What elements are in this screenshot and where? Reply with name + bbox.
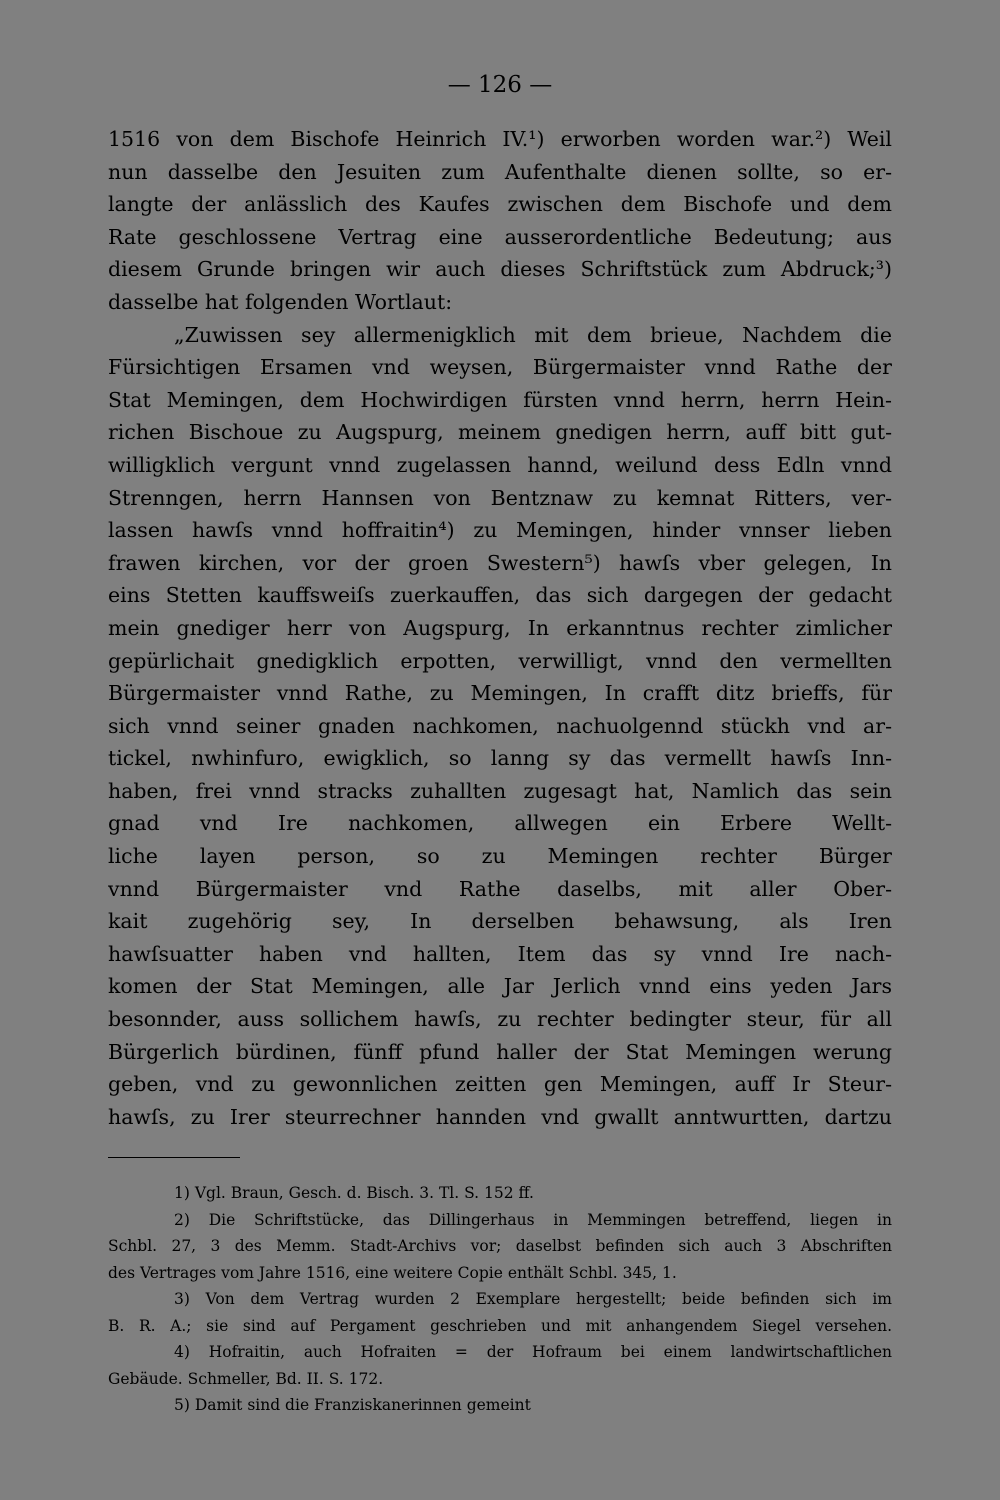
text-line: tickel, nwhinfuro, ewigklich, so lanng sy das vermellt hawſs Inn- (108, 746, 892, 771)
text-line: gepürlichait gnedigklich erpotten, verwilligt, vnnd den vermellten (108, 648, 892, 673)
text-line: Bürgermaister vnnd Rathe, zu Memingen, In crafft ditz brieffs, für (108, 681, 892, 706)
text-line: besonnder, auss sollichem hawſs, zu rechter bedingter steur, für all (108, 1007, 892, 1032)
text-line: langte der anlässlich des Kaufes zwischen dem Bischofe und dem (108, 192, 892, 217)
text-line: frawen kirchen, vor der groen Swestern⁵) hawſs vber gelegen, In (108, 550, 892, 575)
text-line: richen Bischoue zu Augspurg, meinem gnedigen herrn, auff bitt gut- (108, 420, 892, 445)
text-line: kait zugehörig sey, In derselben behawsung, als Iren (108, 909, 892, 934)
footnote-line: des Vertrages vom Jahre 1516, eine weitere Copie enthält Schbl. 345, 1. (108, 1263, 677, 1282)
text-line: haben, frei vnnd stracks zuhallten zugesagt hat, Namlich das sein (108, 778, 892, 803)
text-line: eins Stetten kauffsweiſs zuerkauffen, das sich dargegen der gedacht (108, 583, 892, 608)
text-line: Bürgerlich bürdinen, fünff pfund haller der Stat Memingen werung (108, 1039, 892, 1064)
text-line: lassen hawſs vnnd hoffraitin⁴) zu Memingen, hinder vnnser lieben (108, 518, 892, 543)
text-line: vnnd Bürgermaister vnd Rathe daselbs, mit aller Ober- (108, 876, 892, 901)
text-line: willigklich vergunt vnnd zugelassen hannd, weilund dess Edln vnnd (108, 452, 892, 477)
text-line: 1516 von dem Bischofe Heinrich IV.¹) erworben worden war.²) Weil (108, 127, 892, 151)
text-line: Rate geschlossene Vertrag eine ausserordentliche Bedeutung; aus (108, 224, 892, 249)
footnotes (108, 1180, 892, 1419)
text-line: Fürsichtigen Ersamen vnd weysen, Bürgermaister vnnd Rathe der (108, 355, 892, 380)
text-line: sich vnnd seiner gnaden nachkomen, nachuolgennd stückh vnd ar- (108, 713, 892, 738)
text-line: komen der Stat Memingen, alle Jar Jerlich vnnd eins yeden Jars (108, 974, 892, 999)
footnote-line: 3) Von dem Vertrag wurden 2 Exemplare hergestellt; beide befinden sich im (174, 1290, 892, 1308)
footnote-line: 5) Damit sind die Franziskanerinnen gemeint (174, 1396, 531, 1414)
text-line: hawſsuatter haben vnd hallten, Item das sy vnnd Ire nach- (108, 941, 892, 966)
text-line: dasselbe hat folgenden Wortlaut: (108, 289, 453, 314)
text-line: „Zuwissen sey allermenigklich mit dem brieue, Nachdem die (174, 322, 892, 347)
footnote-divider (108, 1157, 240, 1158)
text-line: gnad vnd Ire nachkomen, allwegen ein Erbere Wellt- (108, 811, 892, 836)
footnote-line: 4) Hofraitin, auch Hofraiten = der Hofraum bei einem landwirtschaftlichen (174, 1343, 892, 1361)
footnote-line: B. R. A.; sie sind auf Pergament geschrieben und mit anhangendem Siegel versehen. (108, 1316, 892, 1335)
text-line: hawſs, zu Irer steurrechner hannden vnd gwallt anntwurtten, dartzu (108, 1104, 892, 1129)
text-line: Strenngen, herrn Hannsen von Bentznaw zu kemnat Ritters, ver- (108, 485, 892, 510)
text-line: liche layen person, so zu Memingen rechter Bürger (108, 844, 892, 869)
footnote-line: 1) Vgl. Braun, Gesch. d. Bisch. 3. Tl. S. 152 ff. (174, 1184, 534, 1202)
text-line: Stat Memingen, dem Hochwirdigen fürsten vnnd herrn, herrn Hein- (108, 387, 892, 412)
body-text (108, 123, 892, 1133)
text-line: nun dasselbe den Jesuiten zum Aufenthalte dienen sollte, so er- (108, 159, 892, 184)
text-line: geben, vnd zu gewonnlichen zeitten gen Memingen, auff Ir Steur- (108, 1072, 892, 1097)
text-line: diesem Grunde bringen wir auch dieses Schriftstück zum Abdruck;³) (108, 257, 892, 282)
page-number: — 126 — (447, 72, 553, 98)
footnote-line: 2) Die Schriftstücke, das Dillingerhaus in Memmingen betreffend, liegen in (174, 1210, 892, 1229)
text-line: mein gnediger herr von Augspurg, In erkanntnus rechter zimlicher (108, 615, 892, 640)
footnote-line: Schbl. 27, 3 des Memm. Stadt-Archivs vor; daselbst befinden sich auch 3 Abschriften (108, 1237, 892, 1255)
footnote-line: Gebäude. Schmeller, Bd. II. S. 172. (108, 1369, 384, 1388)
